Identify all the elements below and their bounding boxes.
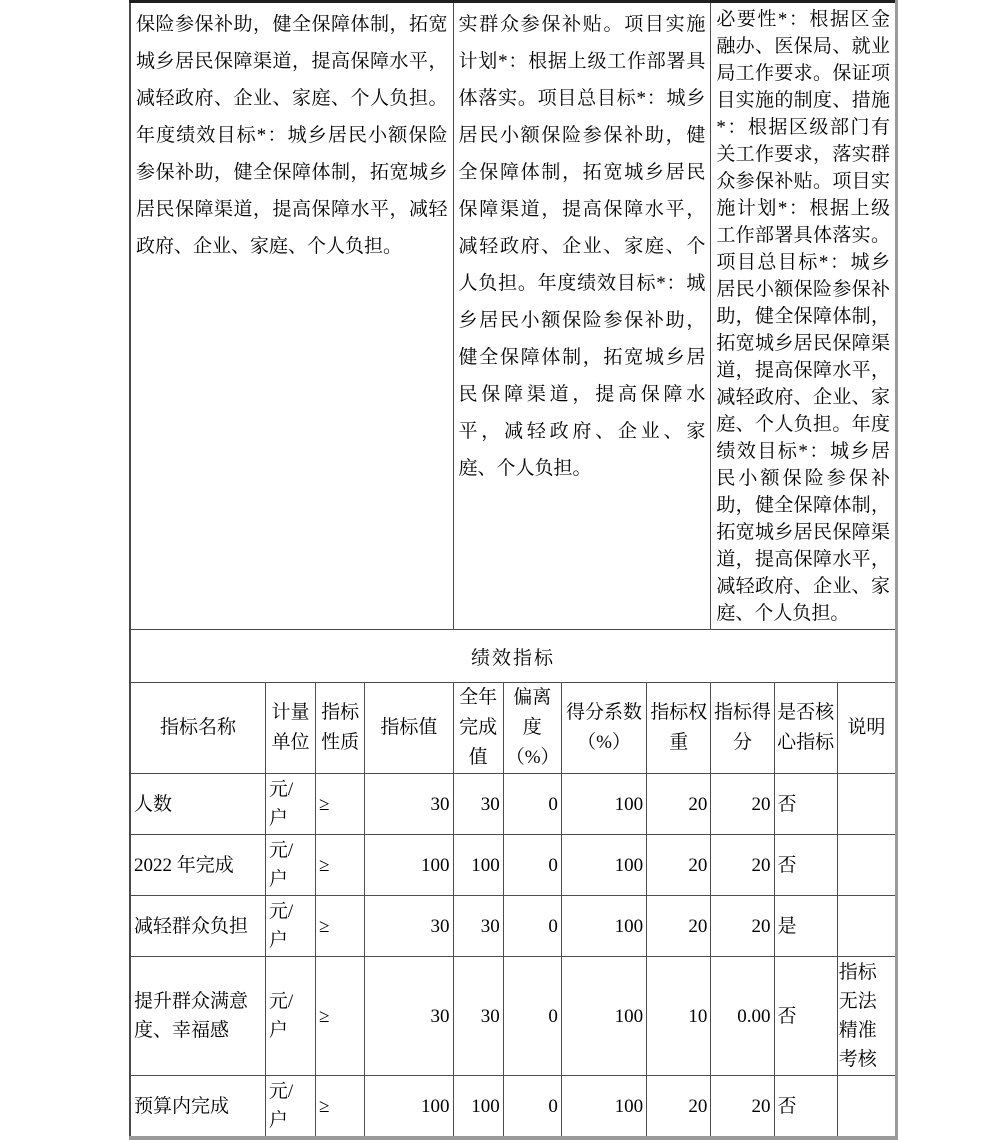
indicator-cell [837, 896, 896, 957]
indicator-cell: 0.00 [711, 957, 774, 1076]
performance-report-table [129, 0, 898, 1140]
indicator-cell: 0 [503, 774, 561, 835]
indicator-cell: 100 [561, 1076, 646, 1139]
indicator-cell: 20 [711, 835, 774, 896]
header-notes: 说明 [837, 683, 896, 774]
indicator-cell: 0 [503, 896, 561, 957]
indicator-cell: 元/户 [265, 835, 315, 896]
indicator-cell: 30 [365, 896, 453, 957]
indicator-cell: 预算内完成 [130, 1076, 265, 1139]
goal-text-column-2: 实群众参保补贴。项目实施计划*：根据上级工作部署具体落实。项目总目标*：城乡居民小额保险参保补助，健全保障体制，拓宽城乡居民保障渠道，提高保障水平，减轻政府、企业、家庭、个人负担。年度绩效目标*：城乡居民小额保险参保补助，健全保障体制，拓宽城乡居民保障渠道，提高保障水平，减轻政府、企业、家庭、个人负担。 [453, 2, 711, 630]
indicator-row [130, 896, 897, 957]
indicator-cell: ≥ [316, 896, 365, 957]
indicator-cell: 0 [503, 957, 561, 1076]
indicator-cell: 100 [365, 835, 453, 896]
indicator-cell [837, 774, 896, 835]
indicator-cell: 30 [453, 774, 503, 835]
header-nature: 指标性质 [316, 683, 365, 774]
header-weight: 指标权重 [647, 683, 711, 774]
section-title-row [130, 630, 897, 683]
indicator-row [130, 1076, 897, 1139]
indicator-row [130, 957, 897, 1076]
indicator-cell: 20 [711, 896, 774, 957]
indicator-cell: 30 [453, 957, 503, 1076]
indicator-cell: 20 [711, 774, 774, 835]
indicator-cell: 0 [503, 1076, 561, 1139]
header-deviation: 偏离度（%） [503, 683, 561, 774]
indicator-cell: 10 [647, 957, 711, 1076]
indicator-cell: 30 [365, 774, 453, 835]
indicator-cell: 100 [365, 1076, 453, 1139]
indicator-cell: 20 [647, 896, 711, 957]
header-score: 指标得分 [711, 683, 774, 774]
header-unit: 计量单位 [265, 683, 315, 774]
header-score-coefficient: 得分系数（%） [561, 683, 646, 774]
goal-continuation-row [130, 2, 897, 630]
indicator-row [130, 774, 897, 835]
header-annual-completion: 全年完成值 [453, 683, 503, 774]
indicator-cell: 20 [711, 1076, 774, 1139]
indicator-cell: 20 [647, 1076, 711, 1139]
indicator-cell: 指标无法精准考核 [837, 957, 896, 1076]
indicator-cell: 100 [561, 957, 646, 1076]
indicator-cell: 100 [561, 835, 646, 896]
indicator-row [130, 835, 897, 896]
indicator-cell: 否 [774, 1076, 837, 1139]
section-title: 绩效指标 [130, 630, 897, 683]
indicator-cell: 元/户 [265, 957, 315, 1076]
indicator-cell: 否 [774, 774, 837, 835]
indicator-cell: 是 [774, 896, 837, 957]
indicator-cell: 否 [774, 835, 837, 896]
indicator-cell: 100 [561, 774, 646, 835]
goal-text-column-3: 必要性*：根据区金融办、医保局、就业局工作要求。保证项目实施的制度、措施*：根据区级部门有关工作要求，落实群众参保补贴。项目实施计划*：根据上级工作部署具体落实。项目总目标*：城乡居民小额保险参保补助，健全保障体制，拓宽城乡居民保障渠道，提高保障水平，减轻政府、企业、家庭、个人负担。年度绩效目标*：城乡居民小额保险参保补助，健全保障体制，拓宽城乡居民保障渠道，提高保障水平，减轻政府、企业、家庭、个人负担。 [711, 2, 897, 630]
goal-text-column-1: 保险参保补助，健全保障体制，拓宽城乡居民保障渠道，提高保障水平，减轻政府、企业、家庭、个人负担。年度绩效目标*：城乡居民小额保险参保补助，健全保障体制，拓宽城乡居民保障渠道，提高保障水平，减轻政府、企业、家庭、个人负担。 [130, 2, 453, 630]
indicator-cell: ≥ [316, 835, 365, 896]
indicator-cell: 元/户 [265, 1076, 315, 1139]
indicator-cell: 20 [647, 774, 711, 835]
indicator-cell: 30 [365, 957, 453, 1076]
indicator-cell: 否 [774, 957, 837, 1076]
header-target-value: 指标值 [365, 683, 453, 774]
indicator-cell: 100 [453, 1076, 503, 1139]
indicator-cell: ≥ [316, 957, 365, 1076]
indicator-cell [837, 835, 896, 896]
indicator-cell: 20 [647, 835, 711, 896]
indicator-cell: 30 [453, 896, 503, 957]
indicator-cell: 元/户 [265, 896, 315, 957]
indicator-cell: ≥ [316, 1076, 365, 1139]
header-is-core: 是否核心指标 [774, 683, 837, 774]
indicator-cell: 100 [561, 896, 646, 957]
indicator-cell: 元/户 [265, 774, 315, 835]
indicator-cell: 提升群众满意度、幸福感 [130, 957, 265, 1076]
header-indicator-name: 指标名称 [130, 683, 265, 774]
indicator-cell: 减轻群众负担 [130, 896, 265, 957]
indicator-cell [837, 1076, 896, 1139]
indicator-cell: 0 [503, 835, 561, 896]
indicator-header-row [130, 683, 897, 774]
indicator-cell: 2022 年完成 [130, 835, 265, 896]
indicator-cell: ≥ [316, 774, 365, 835]
indicator-cell: 人数 [130, 774, 265, 835]
indicator-cell: 100 [453, 835, 503, 896]
